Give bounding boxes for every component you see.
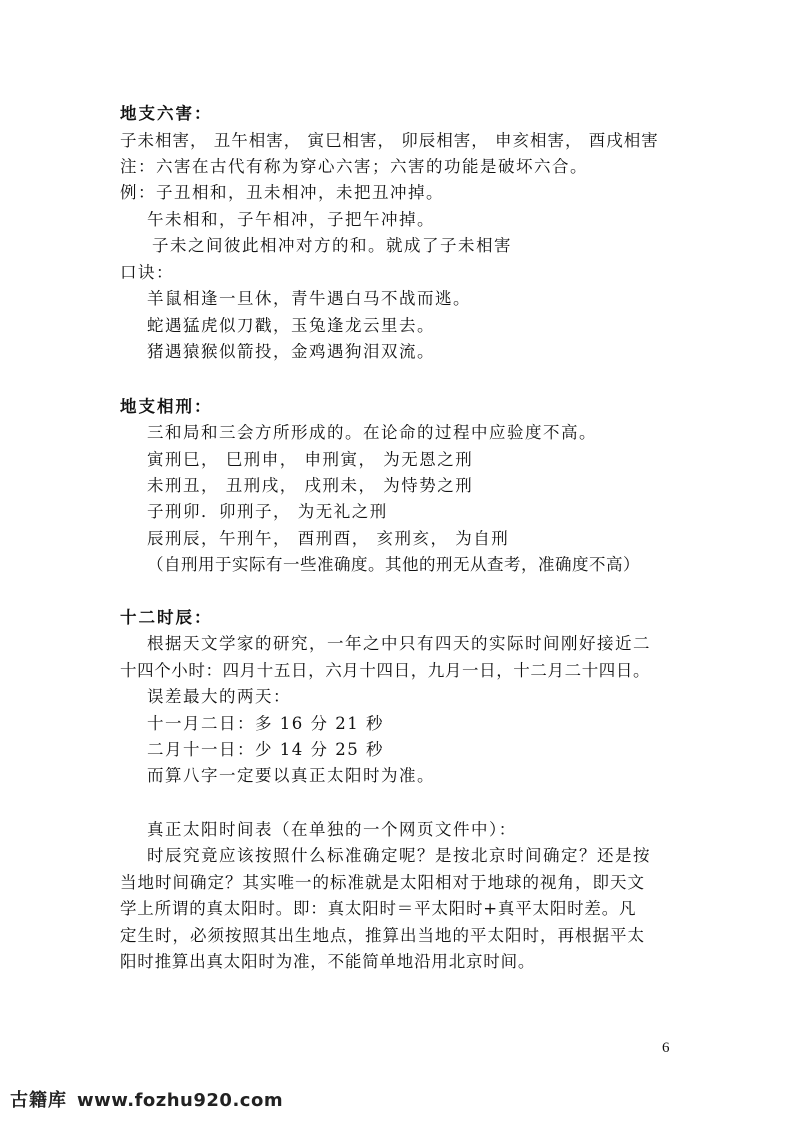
text-line: 寅刑巳， 巳刑申， 申刑寅， 为无恩之刑 xyxy=(147,450,474,469)
section-heading-liuhai: 地支六害： xyxy=(120,104,213,123)
text-line: 辰刑辰，午刑午， 酉刑酉， 亥刑亥， 为自刑 xyxy=(147,529,510,548)
text-line: 子未相害， 丑午相害， 寅巳相害， 卯辰相害， 申亥相害， 酉戌相害 xyxy=(120,131,659,150)
text-line: 二月十一日：少 14 分 25 秒 xyxy=(147,740,384,759)
text-line: 根据天文学家的研究，一年之中只有四天的实际时间刚好接近二 xyxy=(147,634,651,653)
text-line: 例：子丑相和，丑未相冲，未把丑冲掉。 xyxy=(120,183,444,202)
section-heading-shichen: 十二时辰： xyxy=(120,608,213,627)
text-line: （自刑用于实际有一些准确度。其他的刑无从查考，准确度不高） xyxy=(147,555,640,574)
site-url-link[interactable]: www.fozhu920.com xyxy=(77,1090,284,1111)
text-line: 子未之间彼此相冲对方的和。就成了子未相害 xyxy=(152,236,512,255)
text-line: 时辰究竟应该按照什么标准确定呢？是按北京时间确定？还是按 xyxy=(147,846,651,865)
text-line: 而算八字一定要以真正太阳时为准。 xyxy=(147,766,435,785)
text-line: 十一月二日：多 16 分 21 秒 xyxy=(147,714,384,733)
text-line: 口诀： xyxy=(120,263,174,282)
text-line: 猪遇猿猴似箭投，金鸡遇狗泪双流。 xyxy=(147,342,435,361)
text-line: 子刑卯．卯刑子， 为无礼之刑 xyxy=(147,502,388,521)
site-name: 古籍库 xyxy=(10,1090,67,1111)
text-line: 阳时推算出真太阳时为准，不能简单地沿用北京时间。 xyxy=(120,952,536,971)
text-line: 学上所谓的真太阳时。即：真太阳时＝平太阳时+真平太阳时差。凡 xyxy=(120,899,637,918)
text-line: 羊鼠相逢一旦休，青牛遇白马不战而逃。 xyxy=(147,289,471,308)
text-line: 午未相和，子午相冲，子把午冲掉。 xyxy=(147,210,435,229)
text-line: 当地时间确定？其实唯一的标准就是太阳相对于地球的视角，即天文 xyxy=(120,873,645,892)
text-line: 误差最大的两天： xyxy=(147,687,291,706)
page-number: 6 xyxy=(662,1040,670,1056)
text-line: 真正太阳时间表（在单独的一个网页文件中）： xyxy=(147,820,517,839)
text-line: 蛇遇猛虎似刀戳，玉兔逢龙云里去。 xyxy=(147,316,435,335)
section-heading-xiangxing: 地支相刑： xyxy=(120,397,213,416)
text-line: 三和局和三会方所形成的。在论命的过程中应验度不高。 xyxy=(147,423,597,442)
footer-watermark xyxy=(10,1086,283,1112)
text-line: 注：六害在古代有称为穿心六害；六害的功能是破坏六合。 xyxy=(120,157,588,176)
text-line: 定生时，必须按照其出生地点，推算出当地的平太阳时，再根据平太 xyxy=(120,926,645,945)
text-line: 未刑丑， 丑刑戌， 戌刑未， 为恃势之刑 xyxy=(147,476,474,495)
text-line: 十四个小时：四月十五日，六月十四日，九月一日，十二月二十四日。 xyxy=(120,661,651,680)
